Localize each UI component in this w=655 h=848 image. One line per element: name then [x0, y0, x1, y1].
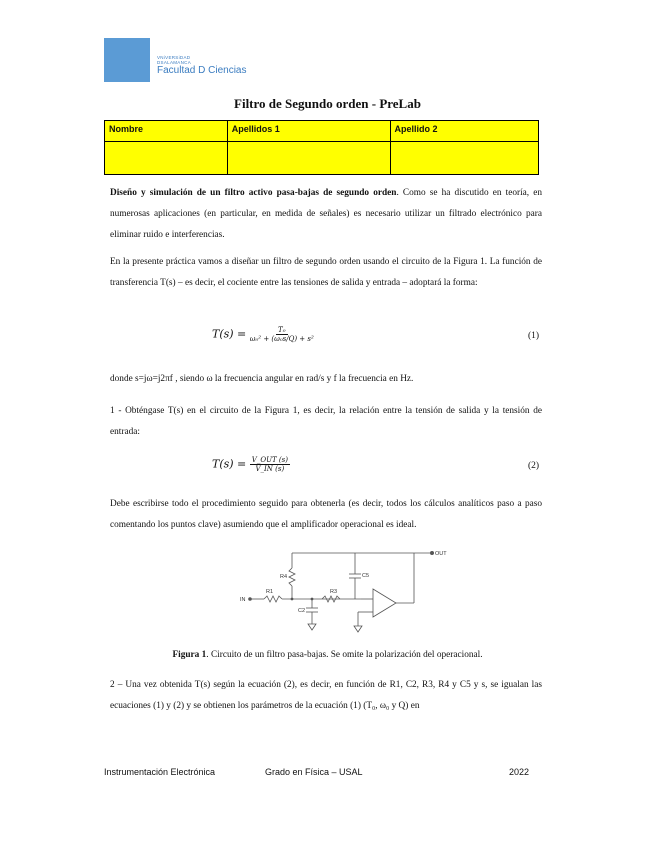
label-c2: C2	[298, 608, 306, 614]
cell-apellidos-1[interactable]	[227, 142, 390, 175]
paragraph-3: donde s=jω=j2πf , siendo ω la frecuencia angular en rad/s y f la frecuencia en Hz.	[110, 374, 414, 384]
paragraph-2: En la presente práctica vamos a diseñar un filtro de segundo orden usando el circuito de la Figura 1. La función de transferencia T(s) – es decir, el cociente entre las tensiones de salida y entrada – adoptará la forma:	[110, 257, 542, 288]
r4-resistor	[289, 568, 295, 586]
eq1-numerator: T₀	[278, 326, 286, 334]
eq1-fraction	[250, 326, 314, 343]
header-nombre: Nombre	[105, 121, 228, 142]
eq1-lhs: T(s) =	[212, 327, 247, 341]
eq2-denominator: V_IN (s)	[255, 465, 285, 473]
intro-paragraph	[110, 183, 542, 246]
circuit-diagram	[236, 544, 466, 636]
cell-nombre[interactable]	[105, 142, 228, 175]
eq2-fraction	[250, 456, 290, 473]
eq2-number: (2)	[528, 461, 540, 471]
eq1-denominator: ω₀² + (ω₀s/Q) + s²	[249, 335, 314, 343]
label-in: IN	[240, 597, 246, 603]
figure-caption	[0, 650, 655, 660]
eq2-lhs: T(s) =	[212, 457, 247, 471]
r1-resistor	[264, 596, 282, 602]
ground-inv-icon	[354, 626, 362, 632]
logo-line3: Facultad D Ciencias	[157, 65, 247, 76]
intro-bold-lead: Diseño y simulación de un filtro activo pasa-bajas de segundo orden	[110, 188, 397, 198]
paragraph-5: Debe escribirse todo el procedimiento seguido para obtenerla (es decir, todos los cálculos analíticos paso a paso comentando los puntos clave) asumiendo que el amplificador operacional es ideal.	[110, 499, 542, 530]
header-apellido-2: Apellido 2	[390, 121, 538, 142]
eq1-number: (1)	[528, 331, 540, 341]
footer-center: Grado en Física – USAL	[265, 767, 363, 777]
faculty-name	[157, 55, 246, 77]
label-c5: C5	[362, 573, 370, 579]
label-r3: R3	[330, 589, 338, 595]
eq2-numerator: V_OUT (s)	[251, 456, 288, 464]
page-title: Filtro de Segundo orden - PreLab	[234, 96, 421, 111]
label-r4: R4	[280, 574, 288, 580]
footer-right: 2022	[509, 767, 530, 777]
node-r4	[291, 598, 294, 601]
cell-apellido-2[interactable]	[390, 142, 538, 175]
in-terminal	[248, 597, 252, 601]
ground-c2-icon	[308, 624, 316, 630]
paragraph-6: 2 – Una vez obtenida T(s) según la ecuación (2), es decir, en función de R1, C2, R3, R4 y C5 y s, se igualan las ecuaciones (1) y (2) y se obtienen los parámetros de la ecuación (1) (T₀, ω₀ y Q) en	[110, 680, 542, 711]
equation-1	[212, 326, 314, 343]
node-c2	[311, 598, 314, 601]
intro-rest: . Como se ha discutido en teoría, en numerosas aplicaciones (en particular, en medida de señales) es necesario utilizar un filtrado electrónico para eliminar ruido e interferencias.	[110, 188, 543, 240]
logo-line1: VNiVERSiDAD	[157, 55, 191, 60]
header-apellidos-1: Apellidos 1	[227, 121, 390, 142]
caption-bold: Figura 1	[172, 650, 207, 660]
label-out: OUT	[435, 551, 447, 557]
university-logo	[104, 38, 150, 82]
opamp-triangle	[373, 589, 396, 617]
equation-2	[212, 456, 290, 473]
caption-rest: . Circuito de un filtro pasa-bajas. Se omite la polarización del operacional.	[206, 650, 483, 660]
paragraph-4: 1 - Obténgase T(s) en el circuito de la Figura 1, es decir, la relación entre la tensión de salida y la tensión de entrada:	[110, 406, 542, 437]
out-terminal	[430, 551, 434, 555]
label-r1: R1	[266, 589, 274, 595]
logo-line2: DSALAMANCA	[157, 60, 192, 65]
student-names-table	[104, 120, 539, 175]
footer-left: Instrumentación Electrónica	[104, 767, 216, 777]
